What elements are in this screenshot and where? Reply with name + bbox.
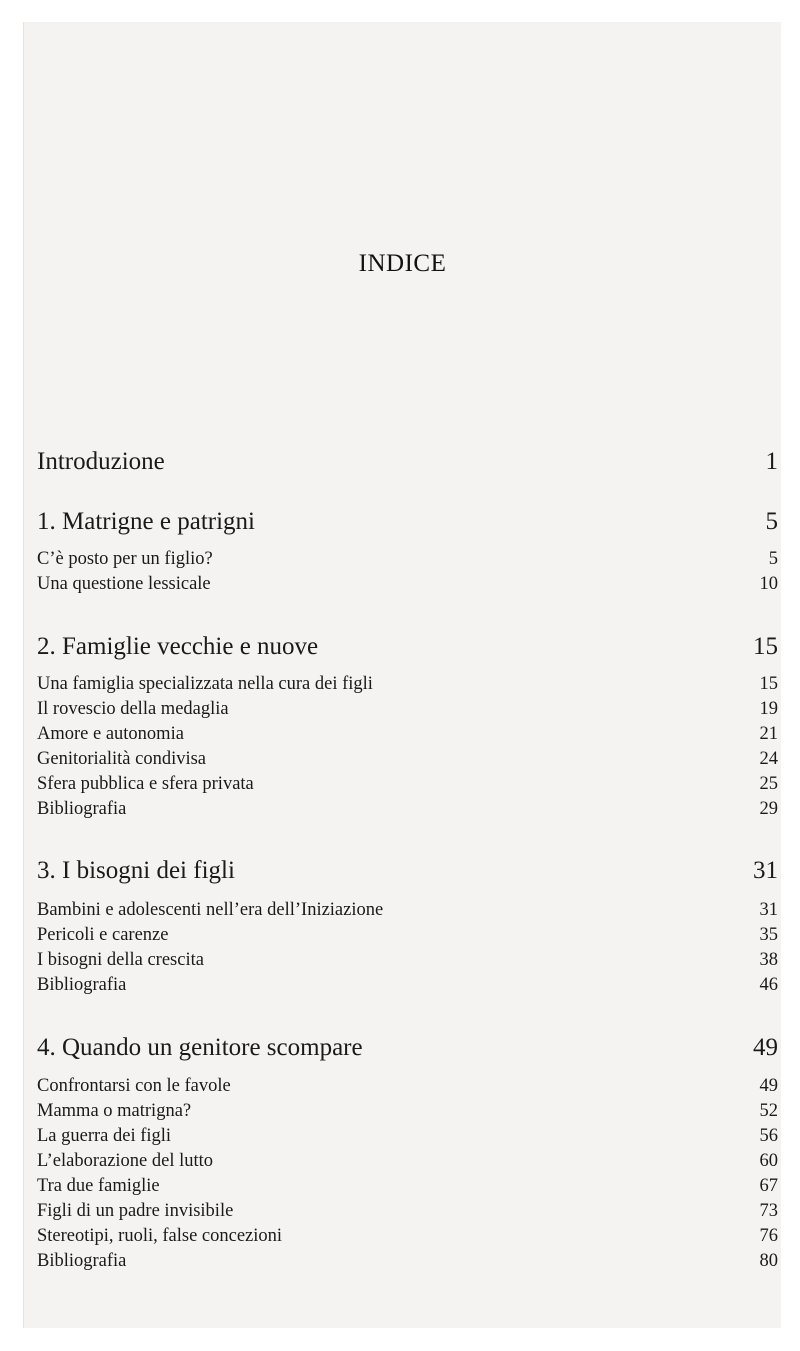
toc-page-number: 10: [759, 574, 778, 594]
toc-page-number: 25: [759, 774, 778, 794]
toc-label: Pericoli e carenze: [37, 925, 169, 945]
book-page: [23, 22, 781, 1328]
toc-page-number: 80: [759, 1251, 778, 1271]
toc-page-number: 15: [759, 674, 778, 694]
toc-entry: [37, 900, 778, 921]
toc-label: Sfera pubblica e sfera privata: [37, 774, 254, 794]
toc-page-number: 5: [768, 549, 778, 569]
toc-page-number: 49: [759, 1076, 778, 1096]
toc-entry: [37, 749, 778, 770]
toc-label: Bambini e adolescenti nell’era dell’Iniziazione: [37, 900, 384, 920]
toc-entry: [37, 574, 778, 595]
toc-page-number: 31: [759, 900, 778, 920]
toc-label: Una questione lessicale: [37, 574, 211, 594]
toc-page-number: 1: [765, 448, 778, 475]
toc-page-number: 21: [759, 724, 778, 744]
toc-page-number: 73: [759, 1201, 778, 1221]
toc-entry: [37, 950, 778, 971]
toc-label: Una famiglia specializzata nella cura dei figli: [37, 674, 373, 694]
toc-page-number: 29: [759, 799, 778, 819]
toc-chapter-4: [37, 1034, 778, 1062]
toc-entry: [37, 724, 778, 745]
toc-page-number: 35: [759, 925, 778, 945]
toc-chapter-2: [37, 633, 778, 661]
toc-page-number: 31: [753, 857, 778, 884]
toc-label: 3. I bisogni dei figli: [37, 857, 235, 884]
toc-entry: [37, 549, 778, 570]
toc-page-number: 46: [759, 975, 778, 995]
toc-entry: [37, 975, 778, 996]
toc-chapter-3: [37, 857, 778, 885]
toc-label: 1. Matrigne e patrigni: [37, 508, 255, 535]
page-title: INDICE: [358, 250, 447, 277]
toc-label: Bibliografia: [37, 799, 127, 819]
toc-label: Introduzione: [37, 448, 165, 475]
toc-label: Stereotipi, ruoli, false concezioni: [37, 1226, 283, 1246]
toc-label: Tra due famiglie: [37, 1176, 160, 1196]
toc-label: Confrontarsi con le favole: [37, 1076, 231, 1096]
toc-page-number: 56: [759, 1126, 778, 1146]
toc-label: Mamma o matrigna?: [37, 1101, 192, 1121]
toc-label: Amore e autonomia: [37, 724, 184, 744]
toc-label: Bibliografia: [37, 1251, 127, 1271]
toc-chapter-1: [37, 508, 778, 536]
toc-entry: [37, 799, 778, 820]
toc-page-number: 5: [765, 508, 778, 535]
toc-entry: [37, 1151, 778, 1172]
toc-page-number: 15: [753, 633, 778, 660]
toc-label: Il rovescio della medaglia: [37, 699, 229, 719]
toc-page-number: 76: [759, 1226, 778, 1246]
toc-label: 2. Famiglie vecchie e nuove: [37, 633, 319, 660]
toc-label: Figli di un padre invisibile: [37, 1201, 234, 1221]
toc-page-number: 52: [759, 1101, 778, 1121]
toc-page-number: 49: [753, 1034, 778, 1061]
toc-page-number: 24: [759, 749, 778, 769]
toc-entry: [37, 1251, 778, 1272]
toc-label: Bibliografia: [37, 975, 127, 995]
toc-label: L’elaborazione del lutto: [37, 1151, 214, 1171]
toc-entry: [37, 674, 778, 695]
toc-entry: [37, 1201, 778, 1222]
toc-entry: [37, 1126, 778, 1147]
toc-page-number: 60: [759, 1151, 778, 1171]
toc-entry: [37, 1101, 778, 1122]
toc-label: I bisogni della crescita: [37, 950, 204, 970]
toc-chapter-introduzione: [37, 448, 778, 476]
toc-entry: [37, 1226, 778, 1247]
toc-label: La guerra dei figli: [37, 1126, 172, 1146]
toc-page-number: 19: [759, 699, 778, 719]
toc-entry: [37, 699, 778, 720]
toc-page-number: 67: [759, 1176, 778, 1196]
toc-entry: [37, 1176, 778, 1197]
toc-entry: [37, 925, 778, 946]
toc-label: 4. Quando un genitore scompare: [37, 1034, 363, 1061]
toc-page-number: 38: [759, 950, 778, 970]
toc-label: Genitorialità condivisa: [37, 749, 207, 769]
toc-entry: [37, 774, 778, 795]
toc-entry: [37, 1076, 778, 1097]
toc-label: C’è posto per un figlio?: [37, 549, 213, 569]
